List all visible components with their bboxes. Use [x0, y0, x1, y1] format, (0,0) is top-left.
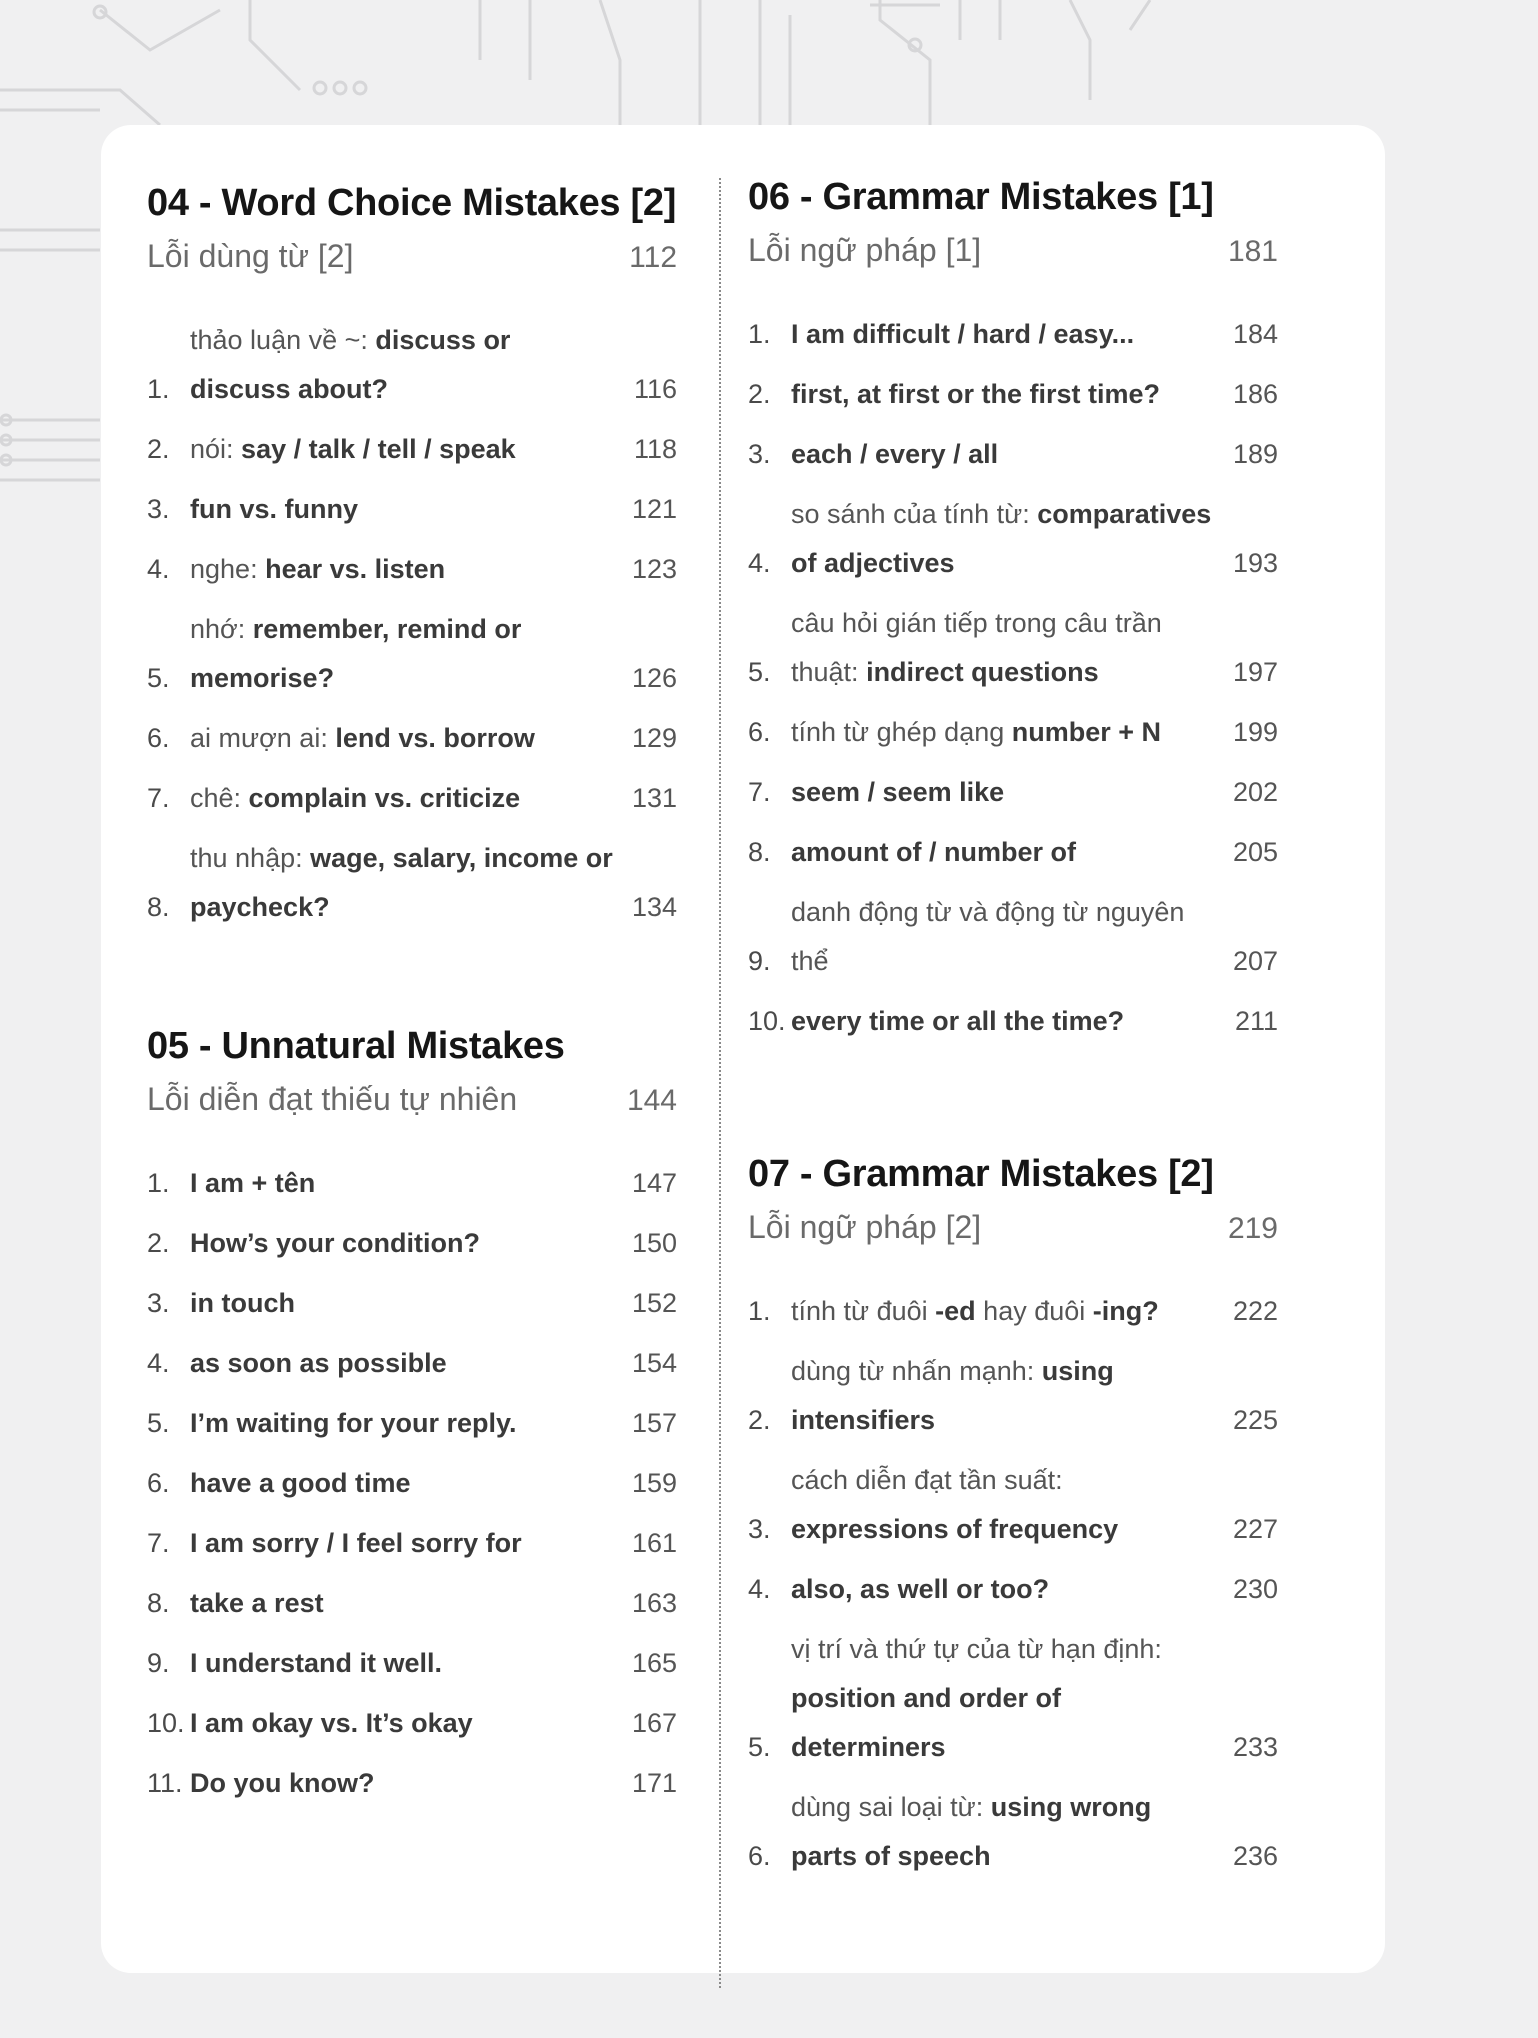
entry-page: 211: [1234, 1006, 1278, 1036]
entry-text: [190, 425, 617, 474]
section-page: 144: [626, 1084, 677, 1117]
toc-entry[interactable]: [147, 1639, 677, 1688]
entry-text: [190, 1639, 617, 1688]
entry-vi: so sánh của tính từ:: [791, 499, 1038, 529]
section-page: 181: [1227, 235, 1278, 268]
entry-vi: cách diễn đạt tần suất:: [791, 1465, 1063, 1495]
entry-en: amount of / number of: [791, 837, 1076, 867]
entry-page: 199: [1232, 717, 1278, 747]
entry-vi: thu nhập:: [190, 843, 311, 873]
toc-entry[interactable]: [147, 485, 677, 534]
entry-text: [791, 1625, 1218, 1772]
toc-entry[interactable]: [147, 1699, 677, 1748]
entry-page: 165: [631, 1648, 677, 1678]
toc-entry[interactable]: [147, 1459, 677, 1508]
left-column: [147, 178, 677, 1819]
entry-vi: tính từ đuôi: [791, 1296, 936, 1326]
toc-entry[interactable]: [748, 1456, 1278, 1554]
entry-vi: hay đuôi: [975, 1296, 1093, 1326]
entry-text: [190, 1339, 617, 1388]
entry-text: [791, 430, 1218, 479]
entry-number: 1.: [748, 1296, 771, 1326]
entry-en: using intensifiers: [791, 1356, 1114, 1435]
entry-text: [190, 1219, 617, 1268]
entry-number: 4.: [147, 1348, 170, 1378]
entry-text: [791, 1287, 1218, 1336]
entry-en: indirect questions: [866, 657, 1099, 687]
entry-page: 163: [631, 1588, 677, 1618]
toc-entry[interactable]: [147, 425, 677, 474]
entry-en: complain vs. criticize: [248, 783, 521, 813]
entry-en: take a rest: [190, 1588, 324, 1618]
entry-number: 3.: [748, 1514, 771, 1544]
entry-page: 126: [631, 663, 677, 693]
entry-page: 116: [633, 374, 677, 404]
entry-en: Do you know?: [190, 1768, 375, 1798]
entry-number: 10.: [748, 1006, 786, 1036]
section-subtitle: Lỗi ngữ pháp [2]: [748, 1209, 982, 1245]
entry-text: [791, 1783, 1218, 1881]
entry-vi: dùng từ nhấn mạnh:: [791, 1356, 1042, 1386]
entry-number: 6.: [748, 1841, 771, 1871]
entry-text: [791, 1456, 1218, 1554]
entry-text: [791, 828, 1218, 877]
entry-page: 121: [631, 494, 677, 524]
entry-page: 167: [631, 1708, 677, 1738]
toc-entry[interactable]: [147, 774, 677, 823]
entry-page: 207: [1232, 946, 1278, 976]
entry-en: I understand it well.: [190, 1648, 443, 1678]
entry-page: 236: [1232, 1841, 1278, 1871]
entry-number: 2.: [748, 1405, 771, 1435]
entry-vi: vị trí và thứ tự của từ hạn định:: [791, 1634, 1162, 1664]
toc-entry[interactable]: [147, 1159, 677, 1208]
entry-number: 8.: [748, 837, 771, 867]
entry-list: [147, 316, 677, 932]
toc-entry[interactable]: [748, 310, 1278, 359]
entry-text: [190, 714, 617, 763]
entry-number: 2.: [748, 379, 771, 409]
section-subtitle-row: [147, 232, 677, 282]
entry-page: 202: [1232, 777, 1278, 807]
toc-entry[interactable]: [147, 714, 677, 763]
entry-en: each / every / all: [791, 439, 999, 469]
entry-text: [791, 888, 1218, 986]
entry-page: 154: [631, 1348, 677, 1378]
toc-entry[interactable]: [748, 888, 1278, 986]
toc-entry[interactable]: [147, 834, 677, 932]
entry-vi: danh động từ và động từ nguyên thể: [791, 897, 1185, 976]
entry-text: [791, 1565, 1218, 1614]
toc-entry[interactable]: [147, 1339, 677, 1388]
toc-entry[interactable]: [748, 599, 1278, 697]
section-subtitle: Lỗi ngữ pháp [1]: [748, 232, 982, 268]
entry-page: 147: [631, 1168, 677, 1198]
entry-page: 197: [1232, 657, 1278, 687]
toc-entry[interactable]: [748, 1565, 1278, 1614]
section-subtitle: Lỗi dùng từ [2]: [147, 238, 354, 274]
entry-number: 8.: [147, 1588, 170, 1618]
entry-en: I am difficult / hard / easy...: [791, 319, 1135, 349]
entry-number: 4.: [748, 1574, 771, 1604]
entry-page: 222: [1232, 1296, 1278, 1326]
entry-number: 5.: [748, 1732, 771, 1762]
entry-page: 225: [1232, 1405, 1278, 1435]
entry-page: 159: [631, 1468, 677, 1498]
entry-en: seem / seem like: [791, 777, 1005, 807]
toc-section: [147, 1021, 677, 1808]
section-page: 112: [629, 241, 677, 274]
section-title[interactable]: 06 - Grammar Mistakes [1]: [748, 176, 1214, 218]
entry-text: [190, 1459, 617, 1508]
entry-text: [190, 545, 617, 594]
entry-text: [791, 370, 1218, 419]
toc-entry[interactable]: [748, 430, 1278, 479]
entry-en: I’m waiting for your reply.: [190, 1408, 517, 1438]
entry-en: using wrong parts of speech: [791, 1792, 1152, 1871]
toc-entry[interactable]: [748, 768, 1278, 817]
toc-section: [147, 178, 677, 932]
entry-en: comparatives of adjectives: [791, 499, 1212, 578]
entry-number: 3.: [748, 439, 771, 469]
entry-number: 6.: [147, 1468, 170, 1498]
entry-text: [190, 774, 617, 823]
entry-list: [748, 310, 1278, 1046]
entry-en: have a good time: [190, 1468, 411, 1498]
entry-text: [190, 1579, 617, 1628]
entry-page: 134: [631, 892, 677, 922]
entry-number: 10.: [147, 1708, 185, 1738]
entry-number: 4.: [748, 548, 771, 578]
toc-entry[interactable]: [748, 828, 1278, 877]
toc-entry[interactable]: [748, 1625, 1278, 1772]
entry-page: 230: [1232, 1574, 1278, 1604]
toc-entry[interactable]: [147, 1399, 677, 1448]
entry-en: How’s your condition?: [190, 1228, 480, 1258]
entry-page: 161: [631, 1528, 677, 1558]
column-divider: [719, 178, 721, 1988]
entry-page: 227: [1232, 1514, 1278, 1544]
entry-text: [190, 1399, 617, 1448]
entry-en: also, as well or too?: [791, 1574, 1050, 1604]
entry-page: 171: [631, 1768, 677, 1798]
toc-section: [748, 1149, 1278, 1881]
entry-text: [791, 1347, 1218, 1445]
entry-en: as soon as possible: [190, 1348, 447, 1378]
entry-en: -ing?: [1092, 1296, 1159, 1326]
entry-en: I am sorry / I feel sorry for: [190, 1528, 522, 1558]
entry-page: 129: [631, 723, 677, 753]
entry-list: [748, 1287, 1278, 1881]
toc-entry[interactable]: [748, 370, 1278, 419]
entry-number: 11.: [147, 1768, 183, 1798]
entry-text: [190, 834, 617, 932]
entry-page: 193: [1232, 548, 1278, 578]
section-subtitle: Lỗi diễn đạt thiếu tự nhiên: [147, 1081, 518, 1117]
entry-number: 3.: [147, 494, 170, 524]
entry-en: lend vs. borrow: [335, 723, 535, 753]
entry-en: -ed: [935, 1296, 976, 1326]
entry-number: 3.: [147, 1288, 170, 1318]
entry-page: 233: [1232, 1732, 1278, 1762]
toc-entry[interactable]: [147, 316, 677, 414]
entry-number: 9.: [748, 946, 771, 976]
entry-en: say / talk / tell / speak: [241, 434, 516, 464]
right-column: [748, 172, 1278, 1892]
entry-en: position and order of determiners: [791, 1683, 1061, 1762]
entry-vi: ai mượn ai:: [190, 723, 336, 753]
entry-text: [190, 605, 617, 703]
entry-text: [190, 1699, 617, 1748]
entry-text: [791, 708, 1218, 757]
entry-number: 6.: [748, 717, 771, 747]
toc-entry[interactable]: [147, 605, 677, 703]
entry-text: [190, 1759, 617, 1808]
entry-en: I am + tên: [190, 1168, 316, 1198]
section-title[interactable]: 05 - Unnatural Mistakes: [147, 1025, 565, 1067]
entry-vi: câu hỏi gián tiếp trong câu trần thuật:: [791, 608, 1162, 687]
entry-text: [190, 316, 617, 414]
entry-page: 186: [1232, 379, 1278, 409]
toc-entry[interactable]: [748, 997, 1278, 1046]
entry-text: [190, 1279, 617, 1328]
entry-page: 189: [1232, 439, 1278, 469]
entry-page: 205: [1232, 837, 1278, 867]
entry-en: wage, salary, income or paycheck?: [190, 843, 613, 922]
entry-en: number + N: [1011, 717, 1162, 747]
entry-en: fun vs. funny: [190, 494, 358, 524]
entry-vi: nói:: [190, 434, 242, 464]
entry-number: 9.: [147, 1648, 170, 1678]
entry-text: [791, 310, 1218, 359]
entry-number: 5.: [147, 663, 170, 693]
entry-vi: thảo luận về ~:: [190, 325, 376, 355]
entry-page: 118: [633, 434, 677, 464]
entry-number: 5.: [147, 1408, 170, 1438]
toc-entry[interactable]: [748, 1783, 1278, 1881]
entry-text: [791, 768, 1218, 817]
entry-text: [791, 490, 1218, 588]
entry-number: 5.: [748, 657, 771, 687]
entry-page: 184: [1232, 319, 1278, 349]
entry-vi: dùng sai loại từ:: [791, 1792, 991, 1822]
entry-number: 1.: [147, 1168, 170, 1198]
entry-page: 150: [631, 1228, 677, 1258]
entry-text: [190, 1519, 617, 1568]
entry-text: [190, 485, 617, 534]
entry-number: 8.: [147, 892, 170, 922]
entry-en: first, at first or the first time?: [791, 379, 1161, 409]
entry-vi: chê:: [190, 783, 249, 813]
section-title[interactable]: 04 - Word Choice Mistakes [2]: [147, 182, 677, 224]
entry-en: every time or all the time?: [791, 1006, 1125, 1036]
entry-number: 7.: [147, 1528, 170, 1558]
toc-entry[interactable]: [147, 1759, 677, 1808]
entry-number: 1.: [748, 319, 771, 349]
entry-en: I am okay vs. It’s okay: [190, 1708, 473, 1738]
entry-en: remember, remind or memorise?: [190, 614, 522, 693]
toc-entry[interactable]: [748, 708, 1278, 757]
toc-entry[interactable]: [748, 490, 1278, 588]
toc-entry[interactable]: [147, 1279, 677, 1328]
entry-number: 6.: [147, 723, 170, 753]
entry-text: [791, 599, 1218, 697]
entry-en: hear vs. listen: [265, 554, 446, 584]
entry-en: in touch: [190, 1288, 295, 1318]
section-subtitle-row: [147, 1075, 677, 1125]
entry-text: [190, 1159, 617, 1208]
entry-page: 123: [631, 554, 677, 584]
entry-en: expressions of frequency: [791, 1514, 1119, 1544]
entry-page: 131: [631, 783, 677, 813]
entry-text: [791, 997, 1218, 1046]
entry-number: 4.: [147, 554, 170, 584]
section-subtitle-row: [748, 1203, 1278, 1253]
entry-vi: tính từ ghép dạng: [791, 717, 1012, 747]
entry-number: 1.: [147, 374, 170, 404]
toc-entry[interactable]: [147, 1219, 677, 1268]
section-title[interactable]: 07 - Grammar Mistakes [2]: [748, 1153, 1214, 1195]
section-page: 219: [1227, 1212, 1278, 1245]
entry-number: 7.: [748, 777, 771, 807]
toc-entry[interactable]: [748, 1347, 1278, 1445]
entry-number: 7.: [147, 783, 170, 813]
section-subtitle-row: [748, 226, 1278, 276]
toc-entry[interactable]: [147, 1519, 677, 1568]
toc-entry[interactable]: [748, 1287, 1278, 1336]
entry-number: 2.: [147, 434, 170, 464]
entry-page: 157: [631, 1408, 677, 1438]
entry-number: 2.: [147, 1228, 170, 1258]
entry-en: discuss or discuss about?: [190, 325, 511, 404]
toc-entry[interactable]: [147, 545, 677, 594]
toc-entry[interactable]: [147, 1579, 677, 1628]
toc-section: [748, 172, 1278, 1046]
entry-vi: nhớ:: [190, 614, 253, 644]
entry-vi: nghe:: [190, 554, 266, 584]
entry-page: 152: [631, 1288, 677, 1318]
entry-list: [147, 1159, 677, 1808]
